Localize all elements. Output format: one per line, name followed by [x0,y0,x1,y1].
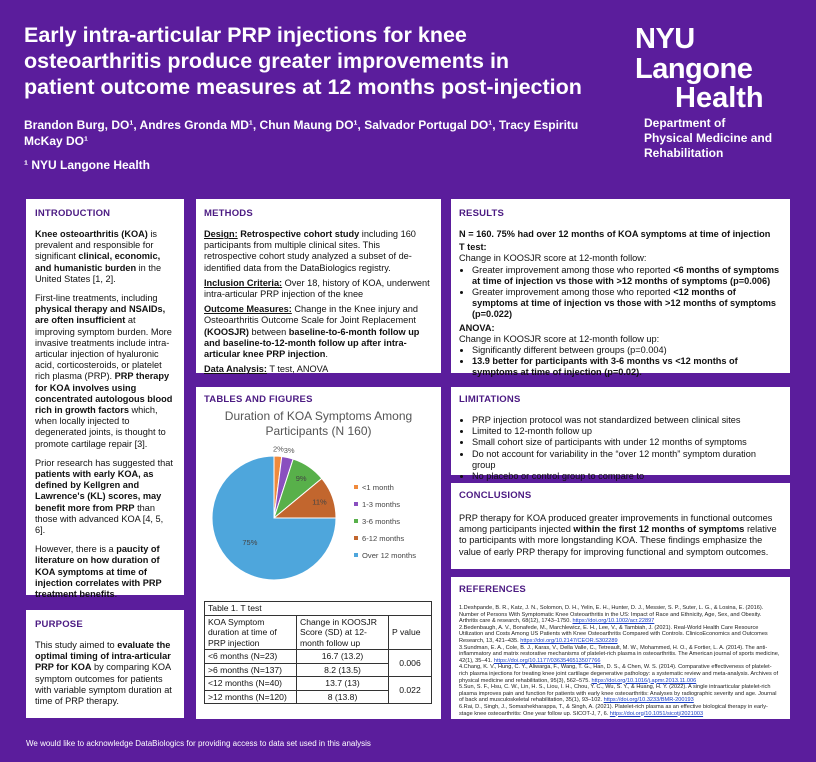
p-value-cell: 0.022 [389,677,432,704]
tables-heading: TABLES AND FIGURES [204,394,313,405]
conclusions-heading: CONCLUSIONS [459,490,532,501]
table-row [205,677,432,691]
methods-outcome: Outcome Measures: Change in the Knee injury and Osteoarthritis Outcome Scale for Joint Replacement (KOOSJR) between baseline-to-6-month follow up and baseline-to-12-month follow up after intra-articular knee PRP injection. [204,304,420,360]
list-item: • Greater improvement among those who reported <12 months of symptoms at time of injection vs those with >12 months of symptoms (p=0.022) [472,287,780,321]
purpose-heading: PURPOSE [35,619,83,630]
table-cell: 16.7 (13.2) [297,650,389,664]
table-caption: Table 1. T test [205,602,432,616]
results-summary: N = 160. 75% had over 12 months of KOA symptoms at time of injection [459,229,771,239]
chart-title: Duration of KOA Symptoms Among Participants (N 160) [224,409,413,438]
legend-label: 6-12 months [362,534,405,543]
list-item: • Do not account for variability in the “over 12 month” symptom duration group [472,449,780,471]
legend-label: 3-6 months [362,517,400,526]
purpose-text: This study aimed to evaluate the optimal timing of intra-articular PRP for KOA by comparing KOA symptom outcomes for patients with variable symptom duration at time of PRP therapy. [35,640,172,707]
table-row [205,650,432,664]
intro-paragraph-2: First-line treatments, including physical therapy and NSAIDs, are often insufficient at improving symptom burden. More invasive treatments include intra-articular injection of hyaluronic acid, corticosteroids, or platelet rich plasma (PRP). PRP therapy for KOA involves using concentrated autologous blood rich in growth factors which, when locally injected to degenerated joints, is thought to promote cartilage repair [3]. [35,293,173,449]
intro-paragraph-3: Prior research has suggested that patients with early KOA, as defined by Kellgren and Lawrence's (KL) scores, may benefit more from PRP than those with advanced KOA [4, 5, 6]. [35,457,173,536]
table-cell: >6 months (N=137) [205,663,297,677]
tables-figures-panel [196,387,441,719]
methods-inclusion: Inclusion Criteria: Over 18, history of KOA, underwent intra-articular PRP injection of the knee [204,277,430,300]
author-list: Brandon Burg, DO¹, Andres Gronda MD¹, Chun Maung DO¹, Salvador Portugal DO¹, Tracy Espiritu McKay DO¹ [24,118,579,148]
legend-label: Over 12 months [362,551,417,560]
pie-chart [204,443,433,591]
intro-paragraph-4: However, there is a paucity of literature on how duration of KOA symptoms at time of injection correlates with PRP treatment benefits. [35,544,162,600]
p-value-cell: 0.006 [389,650,432,677]
table-cell: 13.7 (13) [297,677,389,691]
results-panel [451,199,790,378]
pie-data-label: 3% [283,446,295,456]
legend-swatch [354,485,358,489]
table-cell: <6 months (N=23) [205,650,297,664]
reference-item: 2.Bedenbaugh, A. V., Bonafede, M., Marchlewicz, E. H., Lee, V., & Tambiah, J. (2021). Real-World Health Care Resource Utilization and Costs Among US Patients with Knee Osteoarthritis Compared with Controls. ClinicoEconomics and Outcomes Research, 13, 421–435. https://doi.org/10.2147/CEOR.S302289 [459,624,768,644]
reference-item: 4.Chang, K. V., Hung, C. Y., Aliwarga, F., Wang, T. G., Han, D. S., & Chen, W. S. (2014). Comparative effectiveness of platelet-rich plasma injections for treating knee joint cartilage degenerative pathology: a systematic review and meta-analysis. Archives of physical medicine and rehabilitation, 95(3), 562–575. https://doi.org/10.1016/j.apmr.2013.11.006 [459,664,779,684]
legend-swatch [354,502,358,506]
anova-label: ANOVA: [459,322,495,333]
logo-line1: NYU Langone [635,23,753,85]
table-cell: 8 (13.8) [297,690,389,704]
reference-item: 6.Rai, D., Singh, J., Somashekharappa, T., & Singh, A. (2021). Platelet-rich plasma as an effective biological therapy in early-stage knee osteoarthritis: One year follow up. SICOT-J, 7, 6. https://doi.org/10.1051/sicotj/2021003 [459,703,768,717]
pie-data-label: 11% [312,497,327,507]
ttest-label: T test: [459,242,487,253]
limitations-list [459,415,780,482]
table-cell: <12 months (N=40) [205,677,297,691]
table-header: P value [389,615,432,650]
nyu-langone-logo [635,24,816,112]
department-name: Department of Physical Medicine and Rehabilitation [644,116,773,160]
list-item: • 13.9 better for participants with 3-6 months vs <12 months of symptoms at time of injection (p=0.02). [472,356,780,378]
anova-intro: Change in KOOSJR score at 12-month follow up: [459,333,660,344]
list-item: • Limited to 12-month follow up [472,426,780,437]
list-item: • Small cohort size of participants with under 12 months of symptoms [472,437,780,448]
methods-heading: METHODS [204,208,253,219]
table-cell: 8.2 (13.5) [297,663,389,677]
anova-list [459,345,780,379]
legend-swatch [354,536,358,540]
acknowledgement: We would like to acknowledge DataBiologics for providing access to data set used in this analysis [26,739,371,748]
list-item: • No placebo or control group to compare to [472,471,780,482]
table-cell: >12 months (N=120) [205,690,297,704]
introduction-heading: INTRODUCTION [35,208,111,219]
pie-data-label: 75% [242,538,258,548]
pie-data-label: 2% [272,444,284,454]
limitations-panel [451,387,790,482]
references-heading: REFERENCES [459,584,526,595]
methods-design: Design: Retrospective cohort study including 160 participants from multiple clinical sites. This retrospective cohort study analyzed a subset of de-identified data from the DataBiologics registry. [204,229,416,273]
table-header: KOA Symptom duration at time of PRP injection [205,615,297,650]
legend-swatch [354,553,358,557]
t-test-table [204,601,432,704]
affiliation: ¹ NYU Langone Health [24,158,151,172]
ttest-list [459,265,780,321]
references-panel [451,577,790,719]
ttest-intro: Change in KOOSJR score at 12-month follow: [459,253,647,264]
list-item: • Greater improvement among those who reported <6 months of symptoms at time of injection vs those with >12 months of symptoms (p=0.006) [472,265,780,287]
intro-paragraph-1: Knee osteoarthritis (KOA) is prevalent and responsible for significant clinical, economic, and humanistic burden in the United States [1, 2]. [35,229,162,284]
reference-item: 1.Deshpande, B. R., Katz, J. N., Solomon, D. H., Yelin, E. H., Hunter, D. J., Messier, S. P., Suter, L. G., & Losina, E. (2016). Number of Persons With Symptomatic Knee Osteoarthritis in the US: Impact of Race and Ethnicity, Age, Sex, and Obesity. Arthritis care & research, 68(12), 1743–1750. https://doi.org/10.1002/acr.22897 [459,605,764,625]
methods-panel [196,199,441,373]
table-header: Change in KOOSJR Score (SD) at 12-month follow up [297,615,389,650]
poster-title: Early intra-articular PRP injections for knee osteoarthritis produce greater improvements in patient outcome measures at 12 months post-injection [24,23,582,99]
list-item: • Significantly different between groups (p=0.004) [472,345,780,356]
purpose-panel [26,610,184,718]
reference-item: 3.Sundman, E. A., Cole, B. J., Karas, V., Della Valle, C., Tetreault, M. W., Mohammed, H. O., & Fortier, L. A. (2014). The anti-inflammatory and matrix restorative mechanisms of platelet-rich plasma in osteoarthritis. The American journal of sports medicine, 42(1), 35–41. https://doi.org/10.1177/0363546513507766 [459,644,780,664]
methods-analysis: Data Analysis: T test, ANOVA [204,364,329,375]
conclusions-text: PRP therapy for KOA produced greater improvements in functional outcomes among participants injected within the first 12 months of symptoms relative to participants with more longstanding KOA. These findings emphasize the value of early PRP therapy for improving functional and symptom outcomes. [459,513,777,557]
limitations-heading: LIMITATIONS [459,394,521,405]
legend-label: <1 month [362,483,394,492]
conclusions-panel [451,483,790,569]
legend-swatch [354,519,358,523]
introduction-panel [26,199,184,600]
list-item: • PRP injection protocol was not standardized between clinical sites [472,415,780,426]
legend-label: 1-3 months [362,500,400,509]
reference-item: 5.Sun, S. F., Hsu, C. W., Lin, H. S., Liou, I. H., Chou, Y. C., Wu, S. Y., & Huang, H. Y. (2022). A single intraarticular platelet-rich plasma improves pain and function for patients with early knee osteoarthritis: Analyses by radiographic severity and age. Journal of back and musculoskeletal rehabilitation, 35(1), 93–102. https://doi.org/10.3233/BMR-200193 [459,684,777,704]
logo-line2: Health [675,82,764,114]
pie-data-label: 9% [295,474,307,484]
results-heading: RESULTS [459,208,505,219]
